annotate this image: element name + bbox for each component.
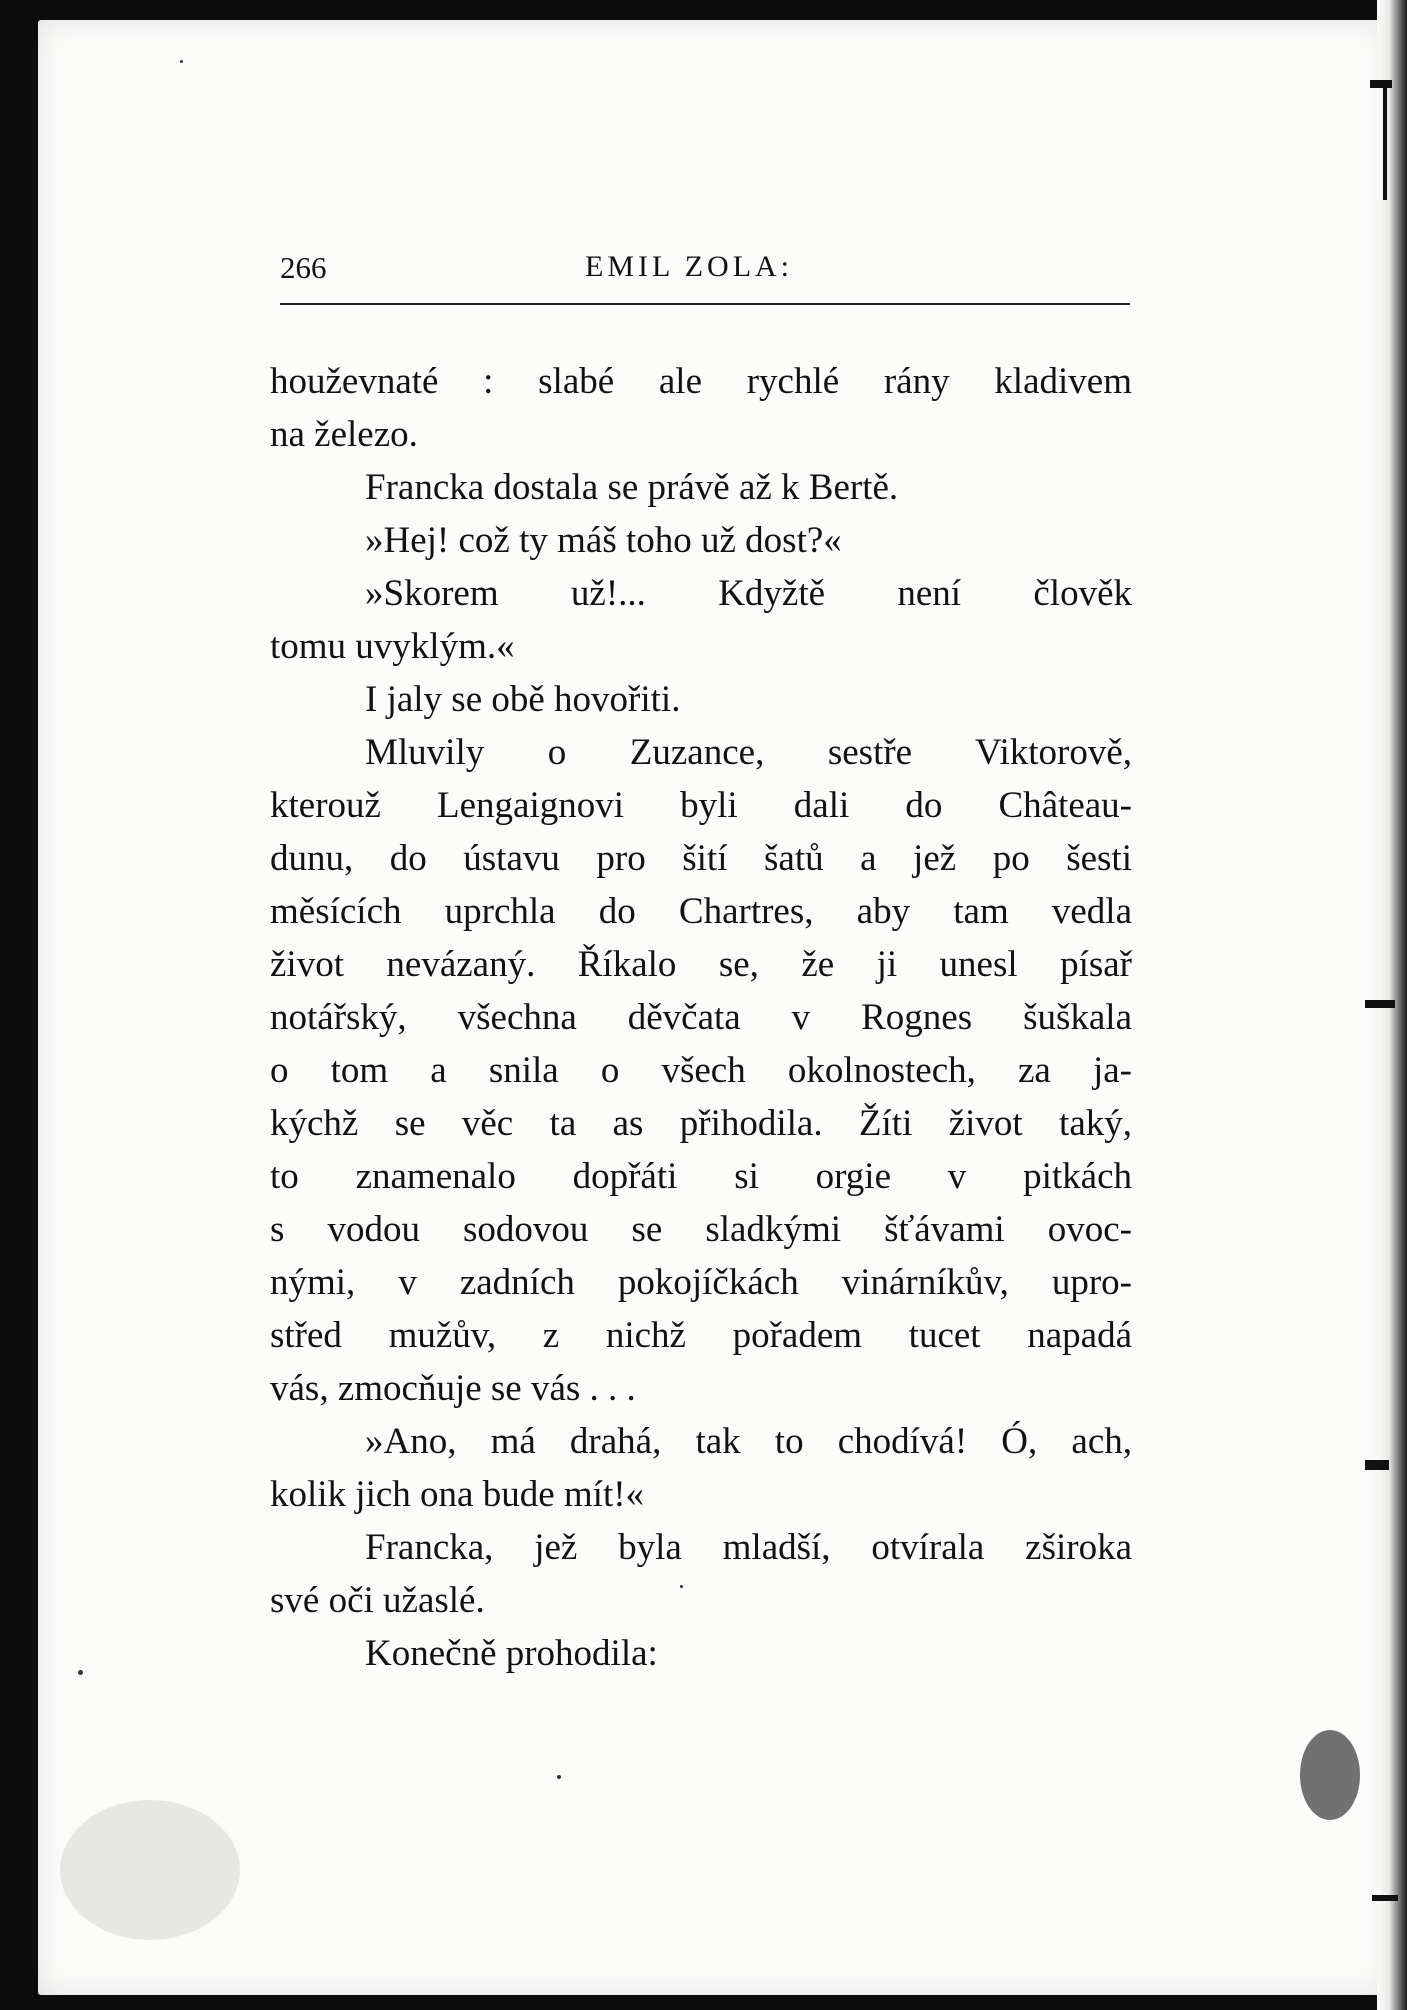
text-line: vás, zmocňuje se vás . . . [270, 1368, 636, 1409]
text-line: »Hej! což ty máš toho už dost?« [365, 520, 842, 561]
text-line: kterouž Lengaignovi byli dali do Château- [270, 785, 1132, 826]
text-line: s vodou sodovou se sladkými šťávami ovoc- [270, 1209, 1132, 1250]
text-line: Konečně prohodila: [365, 1633, 658, 1674]
margin-mark [1365, 1460, 1389, 1470]
margin-mark [1383, 80, 1387, 200]
header-rule [280, 303, 1130, 305]
text-line: Mluvily o Zuzance, sestře Viktorově, [365, 732, 1132, 773]
text-line: měsících uprchla do Chartres, aby tam vedla [270, 891, 1132, 932]
margin-mark [1365, 1000, 1395, 1008]
text-line: kýchž se věc ta as přihodila. Žíti život taký, [270, 1103, 1132, 1144]
margin-mark [1372, 1895, 1398, 1901]
text-line: střed mužův, z nichž pořadem tucet napadá [270, 1315, 1132, 1356]
text-line: Francka dostala se právě až k Bertě. [365, 467, 899, 508]
text-line: notářský, všechna děvčata v Rognes šuškala [270, 997, 1132, 1038]
speck [557, 1775, 561, 1779]
text-line: život nevázaný. Říkalo se, že ji unesl písař [270, 944, 1132, 985]
text-line: houževnaté : slabé ale rychlé rány kladivem [270, 361, 1132, 402]
margin-mark [1370, 80, 1392, 88]
speck [180, 60, 183, 63]
text-line: I jaly se obě hovořiti. [365, 679, 681, 720]
text-line: dunu, do ústavu pro šití šatů a jež po šesti [270, 838, 1132, 879]
text-line: tomu uvyklým.« [270, 626, 515, 667]
body-text [270, 355, 1132, 1680]
page-smudge [1300, 1730, 1360, 1820]
text-line: Francka, jež byla mladší, otvírala zširoka [365, 1527, 1132, 1568]
text-line: své oči užaslé. [270, 1580, 485, 1621]
text-line: »Skorem už!... Kdyžtě není člověk [365, 573, 1132, 614]
text-line: na železo. [270, 414, 418, 455]
text-line: kolik jich ona bude mít!« [270, 1474, 645, 1515]
text-line: o tom a snila o všech okolnostech, za ja- [270, 1050, 1132, 1091]
page-header [280, 250, 1130, 294]
speck [78, 1670, 83, 1675]
page-number: 266 [280, 250, 327, 285]
text-line: nými, v zadních pokojíčkách vinárníkův, upro- [270, 1262, 1132, 1303]
text-line: »Ano, má drahá, tak to chodívá! Ó, ach, [365, 1421, 1132, 1462]
text-line: to znamenalo dopřáti si orgie v pitkách [270, 1156, 1132, 1197]
page-smudge [60, 1800, 240, 1940]
running-title: EMIL ZOLA: [585, 250, 794, 283]
